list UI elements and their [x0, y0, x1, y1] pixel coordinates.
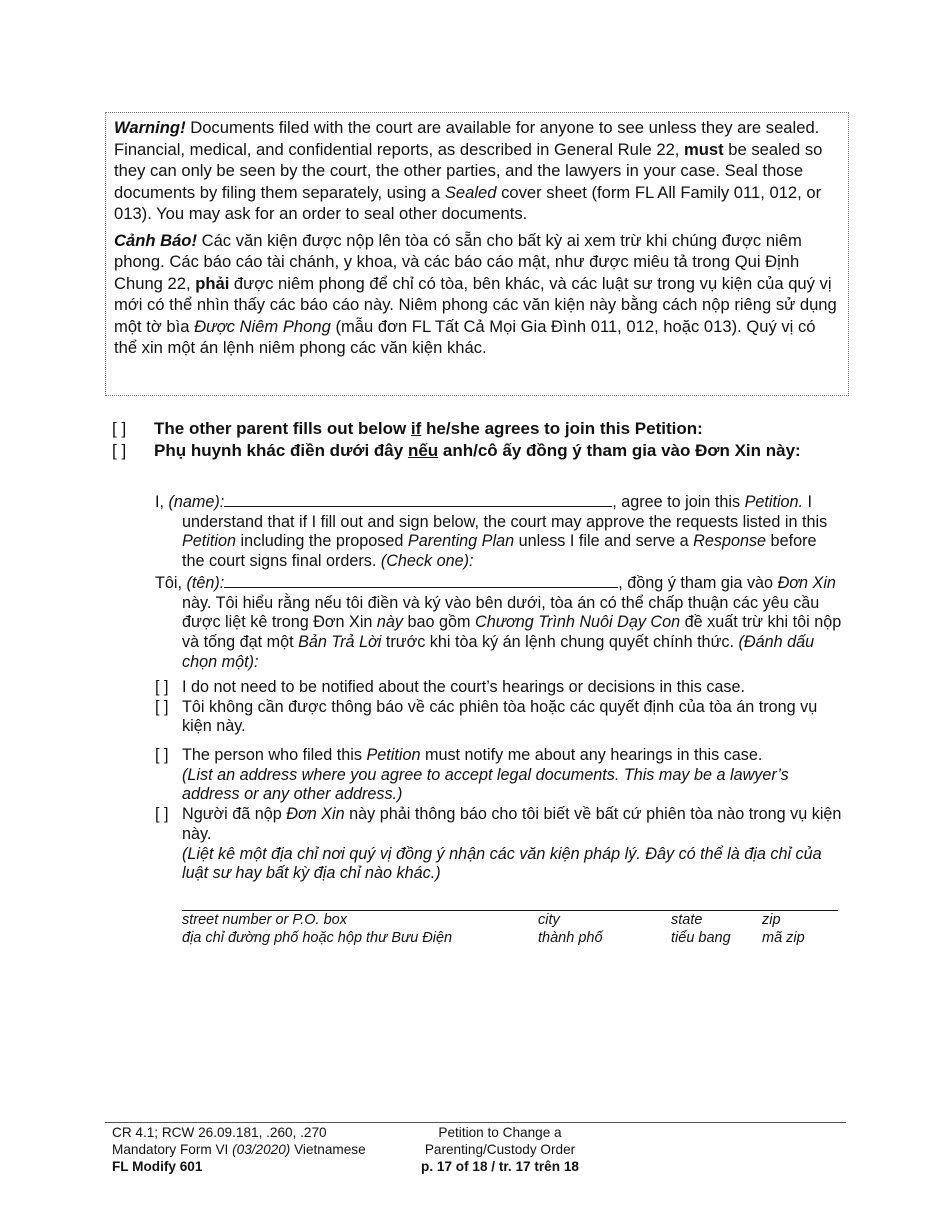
join-petition-checkbox[interactable]: [ ]	[112, 419, 127, 438]
agree-vi-check: (Đánh dấu chọn một):	[182, 632, 815, 671]
option-1-checkbox[interactable]: [ ]	[155, 678, 169, 696]
agree-en-a: , agree to join this	[612, 493, 745, 511]
agree-vi-response: Bản Trả Lời	[298, 632, 382, 651]
address-street-label: street number or P.O. box	[182, 912, 347, 928]
option-1-en	[155, 678, 843, 698]
footer-title-1: Petition to Change a	[438, 1125, 562, 1140]
warning-sealed: Sealed	[444, 182, 497, 202]
agree-vi-b: này. Tôi hiểu rằng nếu tôi điền và ký vào bên dưới, tòa án có thể chấp thuận các yêu cầu được liệt kê trong Đơn Xin	[182, 593, 820, 632]
option-no-notice	[155, 678, 843, 737]
address-labels-vi	[182, 929, 838, 947]
option-2-checkbox-vi[interactable]: [ ]	[155, 805, 169, 824]
agree-en-plan: Parenting Plan	[407, 532, 515, 551]
option-2-vi-note: (Liệt kê một địa chỉ nơi quý vị đồng ý nhận các văn kiện pháp lý. Đây có thể là địa chỉ của luật sư hay bất kỳ địa chỉ nào khác.)	[182, 844, 822, 883]
warning-vi-sealed: Được Niêm Phong	[194, 316, 331, 336]
address-city-label: city	[538, 912, 560, 928]
footer-form-id: FL Modify 601	[112, 1159, 203, 1174]
agree-vi-don: Đơn Xin	[777, 573, 836, 592]
agree-en-c: including the proposed	[236, 532, 408, 551]
warning-label-vi: Cảnh Báo!	[114, 230, 197, 250]
address-zip-label: zip	[762, 912, 781, 928]
footer-left	[112, 1124, 366, 1175]
footer-form-pre: Mandatory Form VI	[112, 1142, 233, 1157]
agree-vi-i: Tôi,	[155, 573, 187, 592]
option-1-en-text: I do not need to be notified about the court’s hearings or decisions in this case.	[182, 678, 746, 696]
option-1-vi-text: Tôi không cần được thông báo về các phiên tòa hoặc các quyết định của tòa án trong vụ kiện này.	[182, 697, 818, 736]
join-en-text-2: he/she agrees to join this Petition:	[421, 419, 703, 438]
warning-text-2: be sealed so they can only be seen by the court, the other parties, and the lawyers in your case. Seal those documents by filing them separately, using a	[114, 139, 823, 202]
name-field[interactable]	[224, 491, 612, 507]
footer-form-date: (03/2020)	[232, 1142, 291, 1157]
address-labels-en	[182, 911, 838, 929]
agree-en-i: I,	[155, 493, 169, 511]
agree-en-response: Response	[693, 532, 767, 551]
join-petition-vi	[112, 440, 852, 462]
address-state-label: state	[671, 912, 703, 928]
join-petition-checkbox-vi[interactable]: [ ]	[112, 440, 127, 460]
agree-vi-plan: Chương Trình Nuôi Dạy Con	[475, 613, 681, 632]
footer-center	[400, 1124, 600, 1175]
option-2-vi-don: Đơn Xin	[286, 805, 345, 824]
agree-en-name-label: (name):	[168, 493, 225, 511]
option-1-vi	[155, 698, 843, 737]
warning-text-3: cover sheet (form FL All Family 011, 012, or 013). You may ask for an order to seal other documents.	[114, 182, 822, 223]
option-2-checkbox[interactable]: [ ]	[155, 746, 169, 764]
agreement-vietnamese	[155, 572, 843, 673]
warning-vi-must: phải	[195, 273, 230, 293]
agree-en-e: before the court signs final orders.	[182, 532, 817, 571]
warning-label: Warning!	[114, 118, 186, 137]
option-2-en-pre: The person who filed this	[182, 746, 367, 764]
footer-divider	[105, 1122, 846, 1123]
warning-vi-text-2: được niêm phong để chỉ có tòa, bên khác, và các luật sư trong vụ kiện của quý vị mới có thể nhìn thấy các báo cáo này. Niêm phong các văn kiện này bằng cách nộp riêng sử dụng một tờ bìa	[114, 273, 837, 336]
option-2-vi-pre: Người đã nộp	[182, 805, 287, 824]
warning-box	[105, 112, 849, 396]
address-city-label-vi: thành phố	[538, 930, 603, 946]
address-street-label-vi: địa chỉ đường phố hoặc hộp thư Bưu Điện	[182, 930, 453, 946]
option-2-vi-post: này phải thông báo cho tôi biết về bất cứ phiên tòa nào trong vụ kiện này.	[182, 805, 842, 843]
option-2-en-note: (List an address where you agree to accept legal documents. This may be a lawyer’s address or any other address.)	[182, 765, 789, 804]
agree-en-petition-2: Petition	[182, 532, 236, 551]
address-state-label-vi: tiểu bang	[671, 930, 731, 946]
footer-page: p. 17 of 18 / tr. 17 trên 18	[421, 1159, 579, 1174]
join-en-text-1: The other parent fills out below	[154, 419, 411, 438]
footer-form	[112, 1141, 366, 1158]
option-1-checkbox-vi[interactable]: [ ]	[155, 697, 169, 716]
agree-vi-c: bao gồm	[403, 613, 476, 632]
warning-vi-text-1: Các văn kiện được nộp lên tòa có sẵn cho bất kỳ ai xem trừ khi chúng được niêm phong. Các báo cáo tài chánh, y khoa, và các báo cáo mật, như được miêu tả trong Qui Định Chung 22,	[114, 230, 802, 293]
agree-vi-nay: này	[376, 613, 404, 632]
agree-en-petition: Petition.	[744, 493, 804, 511]
warning-vietnamese	[114, 230, 840, 359]
agree-vi-d: đề xuất trừ khi tôi nộp và tống đạt một	[182, 613, 842, 651]
warning-text-1: Documents filed with the court are available for anyone to see unless they are sealed. Financial, medical, and confidential reports, as described in General Rule 22,	[114, 118, 820, 159]
option-2-en-post: must notify me about any hearings in this case.	[420, 746, 763, 764]
agreement-english	[155, 491, 843, 572]
join-vi-text-1: Phụ huynh khác điền dưới đây	[154, 440, 408, 460]
address-field[interactable]	[182, 910, 838, 947]
join-en-if: if	[410, 419, 422, 438]
option-2-en-petition: Petition	[366, 746, 421, 764]
option-notify	[155, 746, 843, 884]
join-vi-text-2: anh/cô ấy đồng ý tham gia vào Đơn Xin này:	[438, 440, 801, 460]
warning-vi-text-3: (mẫu đơn FL Tất Cả Mọi Gia Đình 011, 012, hoặc 013). Quý vị có thể xin một án lệnh niêm phong các văn kiện khác.	[114, 316, 816, 357]
agree-vi-name-label: (tên):	[186, 573, 225, 592]
agree-en-d: unless I file and serve a	[514, 532, 694, 551]
name-field-vi[interactable]	[224, 572, 618, 588]
footer-title-2: Parenting/Custody Order	[424, 1142, 576, 1157]
footer-form-post: Vietnamese	[290, 1142, 366, 1157]
warning-must: must	[684, 139, 724, 159]
footer-rule: CR 4.1; RCW 26.09.181, .260, .270	[112, 1125, 327, 1140]
agree-vi-e: trước khi tòa ký án lệnh chung quyết chính thức.	[381, 632, 739, 651]
join-petition-en	[112, 418, 852, 440]
option-2-en	[155, 746, 843, 805]
option-2-vi	[155, 805, 843, 884]
warning-english	[114, 117, 840, 225]
agree-en-b: I understand that if I fill out and sign below, the court may approve the requests listed in this	[182, 493, 828, 531]
join-vi-if: nếu	[407, 440, 439, 460]
agreement-section	[155, 491, 843, 672]
agree-vi-a: , đồng ý tham gia vào	[618, 573, 778, 592]
agree-en-check: (Check one):	[380, 552, 474, 571]
address-zip-label-vi: mã zip	[762, 930, 805, 946]
join-petition-section	[112, 418, 852, 461]
